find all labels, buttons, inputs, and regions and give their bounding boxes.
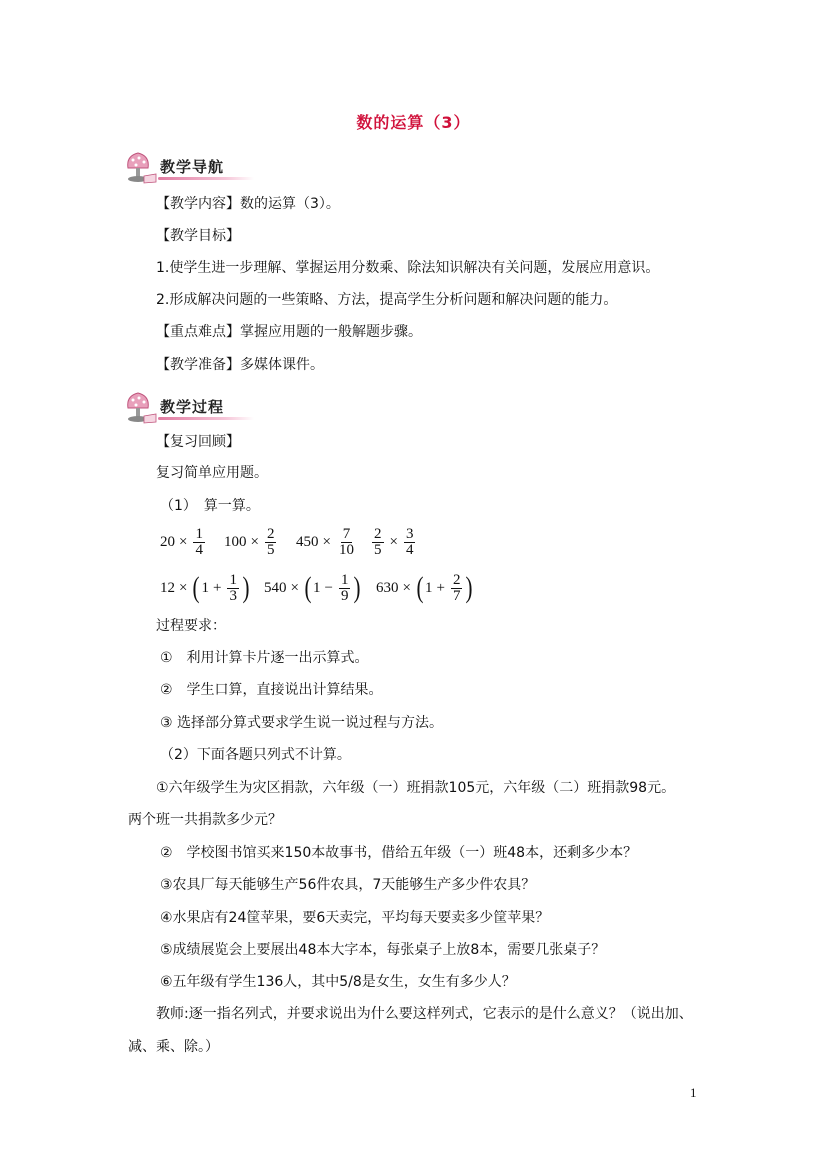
math-number: 540 [264,579,287,596]
math-operator: + [212,579,222,596]
key-points: 【重点难点】掌握应用题的一般解题步骤。 [156,324,422,340]
fraction-denominator: 5 [374,541,382,558]
section-underline [158,177,254,180]
exercise-1-label: （1） 算一算。 [160,498,260,514]
math-operator: + [436,579,445,596]
fraction [265,527,277,558]
teacher-note-cont: 减、乘、除。） [128,1039,219,1055]
requirement-3: ③ 选择部分算式要求学生说一说过程与方法。 [160,715,443,731]
fraction [372,527,384,558]
review-heading: 【复习回顾】 [156,434,240,450]
fraction-denominator: 9 [340,587,349,604]
requirement-2: ② 学生口算，直接说出计算结果。 [160,682,383,698]
left-paren: ( [192,571,200,604]
fraction-numerator: 2 [452,571,461,588]
exercise-2-label: （2）下面各题只列式不计算。 [160,747,351,763]
math-number: 1 [424,579,433,596]
requirement-1: ① 利用计算卡片逐一出示算式。 [160,650,369,666]
fraction-denominator: 10 [338,541,354,558]
question-4: ④水果店有24筐苹果，要6天卖完，平均每天要卖多少筐苹果？ [160,910,550,926]
math-number: 20 [160,533,175,550]
math-expression [376,568,474,608]
fraction-denominator: 4 [405,541,414,558]
math-expression [370,522,417,562]
fraction-denominator: 3 [229,587,237,604]
review-topic: 复习简单应用题。 [156,465,268,481]
section-label-nav: 教学导航 [160,158,225,176]
question-5: ⑤成绩展览会上要展出48本大字本，每张桌子上放8本，需要几张桌子？ [160,942,606,958]
question-6: ⑥五年级有学生136人，其中5/8是女生，女生有多少人？ [160,974,516,990]
fraction-numerator: 7 [342,525,351,542]
fraction-denominator: 4 [195,541,203,558]
math-operator: × [402,579,411,596]
math-number: 450 [296,533,319,550]
left-paren: ( [416,571,424,604]
fraction-numerator: 2 [266,525,275,542]
math-operator: × [322,533,331,550]
fraction [339,573,351,604]
fraction [227,573,239,604]
section-header-nav [118,148,258,188]
teacher-note: 教师:逐一指名列式，并要求说出为什么要这样列式，它表示的是什么意义？（说出加、 [156,1006,693,1022]
math-expression [296,522,358,562]
lamp-icon [118,388,158,428]
fraction-denominator: 7 [452,587,461,604]
section-label-process: 教学过程 [160,398,225,416]
fraction-numerator: 1 [195,525,203,542]
fraction [404,527,416,558]
teaching-goals-heading: 【教学目标】 [156,228,240,244]
math-expression [160,568,251,608]
fraction-numerator: 1 [340,571,349,588]
math-number: 100 [224,533,247,550]
page-number: 1 [690,1085,697,1100]
fraction-numerator: 3 [405,525,414,542]
math-number: 1 [201,579,209,596]
goal-1: 1.使学生进一步理解、掌握运用分数乘、除法知识解决有关问题，发展应用意识。 [156,260,660,276]
math-operator: × [290,579,299,596]
left-paren: ( [304,571,312,604]
math-operator: × [179,579,188,596]
section-header-process [118,388,258,428]
lamp-icon [118,148,158,188]
requirements-heading: 过程要求： [156,618,226,634]
fraction [451,573,463,604]
fraction-denominator: 5 [266,541,275,558]
question-2: ② 学校图书馆买来150本故事书，借给五年级（一）班48本，还剩多少本？ [160,845,638,861]
math-number: 1 [312,579,321,596]
fraction-numerator: 1 [229,571,237,588]
math-operator: − [324,579,333,596]
goal-2: 2.形成解决问题的一些策略、方法，提高学生分析问题和解决问题的能力。 [156,292,618,308]
fraction-numerator: 2 [374,525,382,542]
math-operator: × [389,533,398,550]
fraction [193,527,205,558]
teaching-prep: 【教学准备】多媒体课件。 [156,357,324,373]
math-expression [160,522,207,562]
section-underline [158,417,254,420]
math-number: 630 [376,579,399,596]
teaching-content: 【教学内容】数的运算（3）。 [156,196,340,212]
math-expression [264,568,362,608]
fraction [337,527,356,558]
math-operator: × [179,533,188,550]
right-paren: ) [353,571,361,604]
question-1: ①六年级学生为灾区捐款，六年级（一）班捐款105元，六年级（二）班捐款98元。 [156,780,676,796]
math-operator: × [250,533,259,550]
question-3: ③农具厂每天能够生产56件农具，7天能够生产多少件农具？ [160,877,536,893]
math-expression [224,522,278,562]
math-number: 12 [160,579,175,596]
right-paren: ) [242,571,250,604]
page-title: 数的运算（3） [356,113,471,132]
question-1-cont: 两个班一共捐款多少元？ [128,812,282,828]
right-paren: ) [465,571,473,604]
